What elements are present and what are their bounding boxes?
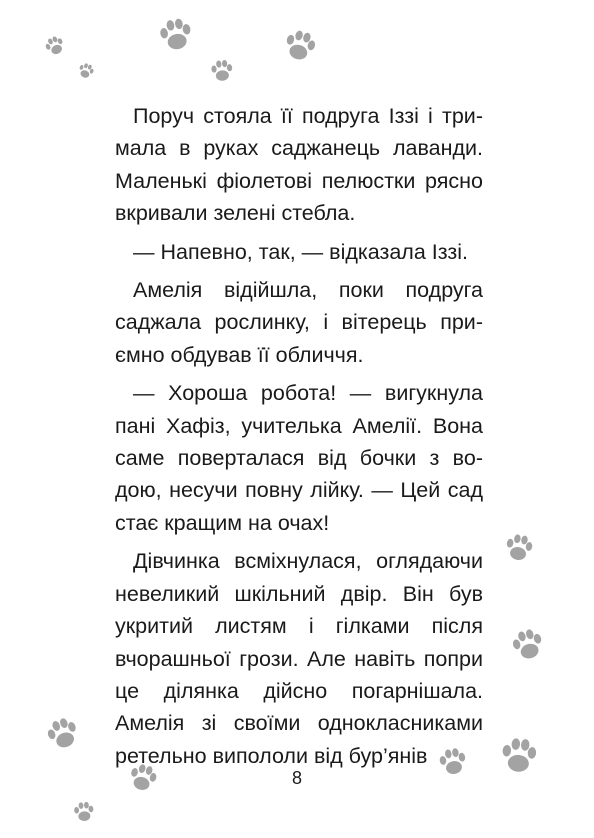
paw-print-icon	[208, 57, 236, 85]
paw-print-icon	[506, 623, 550, 667]
paw-print-icon	[500, 529, 537, 566]
paw-print-icon	[278, 24, 322, 68]
paragraph: — Хороша робота! — вигукнула пані Хафіз, учителька Амелії. Вона саме поверталася від бочки з водою, несучи повну лійку. — Цей сад стає кращим на очах!	[115, 381, 483, 535]
paragraph: Поруч стояла її подруга Іззі і тримала в руках саджанець лаванди. Маленькі фіолетові пелюстки рясно вкривали зелені стебла.	[115, 104, 483, 226]
paw-print-icon	[40, 31, 69, 60]
paragraph: Амелія відійшла, поки подруга саджала рослинку, і вітерець приємно обдував її обличчя.	[115, 278, 483, 367]
body-text	[115, 100, 483, 772]
paw-print-icon	[154, 13, 198, 57]
paw-print-icon	[71, 799, 97, 825]
paw-print-icon	[40, 711, 86, 757]
page-number: 8	[291, 768, 302, 788]
paragraph: Дівчинка всміхнулася, оглядаючи невеликий шкільний двір. Він був укритий листям і гілками після вчорашньої грози. Але навіть попри це ділянка дійсно погарнішала. Амелія зі своїми однокласниками ретельно випололи від бур’янів	[115, 549, 483, 768]
paragraph: — Напевно, так, — відказала Іззі.	[133, 239, 468, 264]
paw-print-icon	[74, 59, 97, 82]
